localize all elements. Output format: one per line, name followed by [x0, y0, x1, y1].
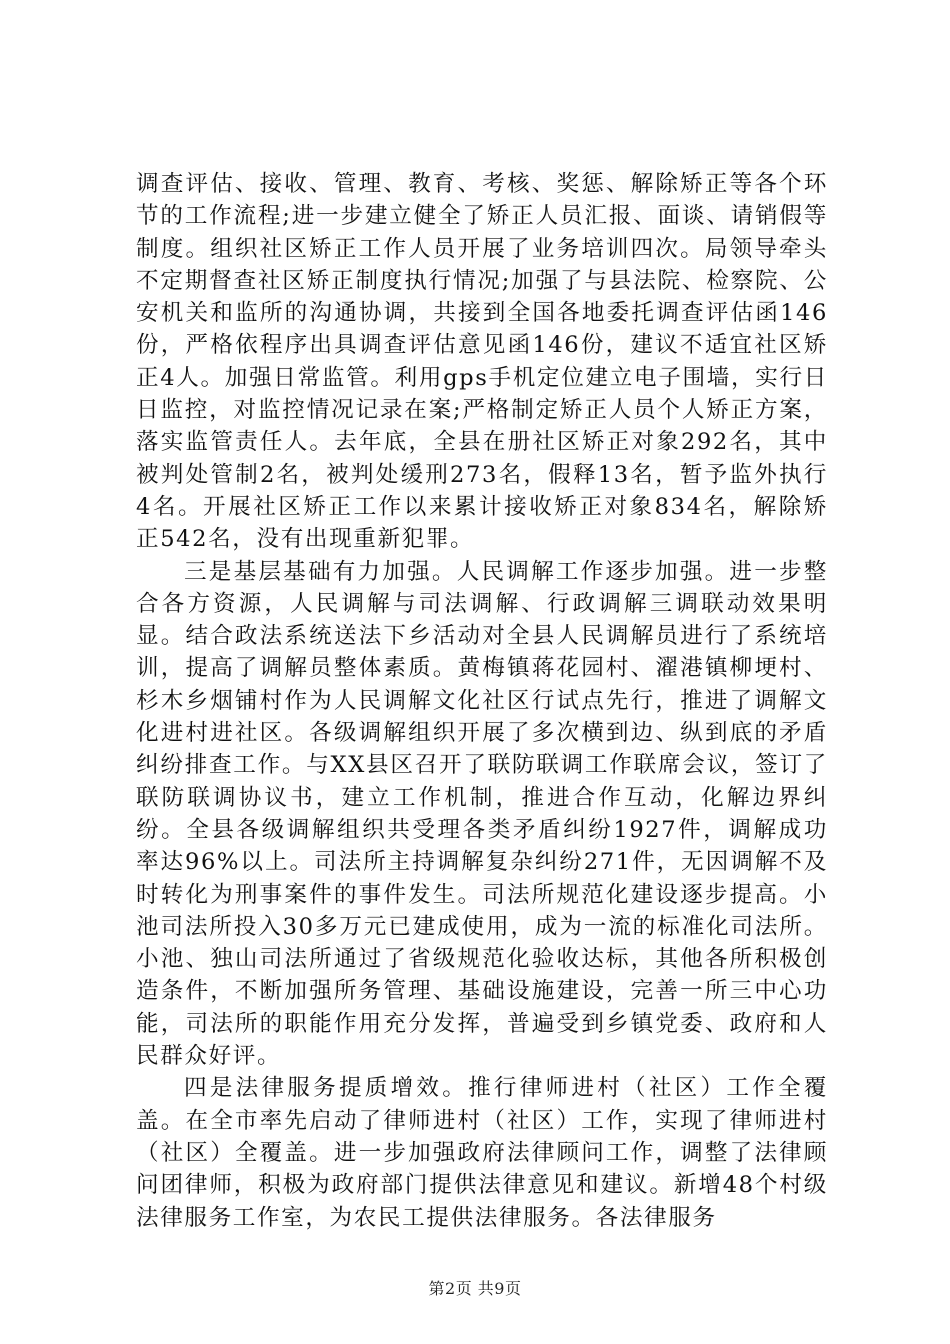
paragraph-2: 三是基层基础有力加强。人民调解工作逐步加强。进一步整合各方资源，人民调解与司法调解、行政调解三调联动效果明显。结合政法系统送法下乡活动对全县人民调解员进行了系统培训，提高了调解员整体素质。黄梅镇蒋花园村、濯港镇柳埂村、杉木乡烟铺村作为人民调解文化社区行试点先行，推进了调解文化进村进社区。各级调解组织开展了多次横到边、纵到底的矛盾纠纷排查工作。与XX县区召开了联防联调工作联席会议，签订了联防联调协议书，建立工作机制，推进合作互动，化解边界纠纷。全县各级调解组织共受理各类矛盾纠纷1927件，调解成功率达96%以上。司法所主持调解复杂纠纷271件，无因调解不及时转化为刑事案件的事件发生。司法所规范化建设逐步提高。小池司法所投入30多万元已建成使用，成为一流的标准化司法所。小池、独山司法所通过了省级规范化验收达标，其他各所积极创造条件，不断加强所务管理、基础设施建设，完善一所三中心功能，司法所的职能作用充分发挥，普遍受到乡镇党委、政府和人民群众好评。 — [136, 558, 828, 1070]
paragraph-1: 调查评估、接收、管理、教育、考核、奖惩、解除矫正等各个环节的工作流程;进一步建立健全了矫正人员汇报、面谈、请销假等制度。组织社区矫正工作人员开展了业务培训四次。局领导牵头不定期督查社区矫正制度执行情况;加强了与县法院、检察院、公安机关和监所的沟通协调，共接到全国各地委托调查评估函146份，严格依程序出具调查评估意见函146份，建议不适宜社区矫正4人。加强日常监管。利用gps手机定位建立电子围墙，实行日日监控，对监控情况记录在案;严格制定矫正人员个人矫正方案，落实监管责任人。去年底，全县在册社区矫正对象292名，其中被判处管制2名，被判处缓刑273名，假释13名，暂予监外执行4名。开展社区矫正工作以来累计接收矫正对象834名，解除矫正542名，没有出现重新犯罪。 — [136, 171, 828, 553]
paragraph-3: 四是法律服务提质增效。推行律师进村（社区）工作全覆盖。在全市率先启动了律师进村（社区）工作，实现了律师进村（社区）全覆盖。进一步加强政府法律顾问工作，调整了法律顾问团律师，积极为政府部门提供法律意见和建议。新增48个村级法律服务工作室，为农民工提供法律服务。各法律服务 — [136, 1075, 828, 1231]
page-footer: 第2页 共9页 — [428, 1279, 522, 1298]
body-text — [136, 168, 828, 1234]
